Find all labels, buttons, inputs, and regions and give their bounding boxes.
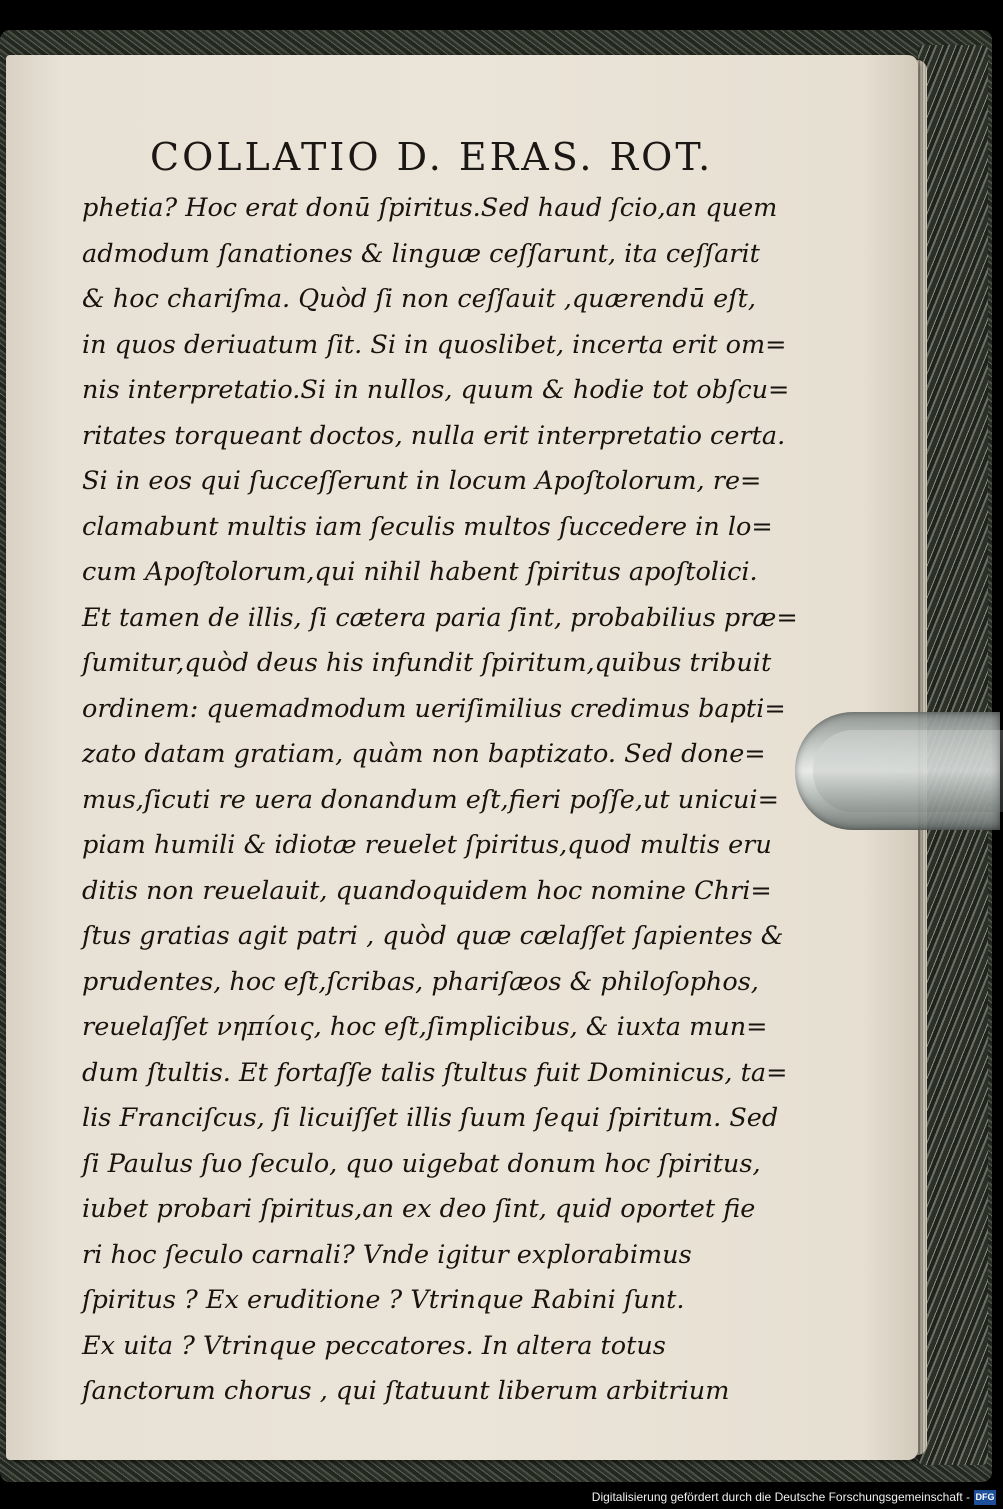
text-line: cum Apoſtolorum,qui nihil habent ſpiritus apoſtolici. xyxy=(82,557,758,587)
text-line: piam humili & idiotæ reuelet ſpiritus,quod multis eru xyxy=(82,830,772,860)
text-line: ordinem: quemadmodum ueriſimilius credimus bapti= xyxy=(82,693,786,724)
text-line: dum ſtultis. Et fortaſſe talis ſtultus fuit Dominicus, ta= xyxy=(82,1057,788,1088)
dfg-logo[interactable]: DFG xyxy=(974,1490,996,1505)
text-line: prudentes, hoc eſt,ſcribas, phariſæos & philoſophos, xyxy=(82,966,759,997)
text-line: Ex uita ? Vtrinque peccatores. In altera totus xyxy=(82,1330,666,1361)
clamp-highlight xyxy=(813,730,1003,812)
footer-bar xyxy=(0,1483,1000,1509)
text-line: Et tamen de illis, ſi cætera paria ſint, probabilius præ= xyxy=(82,602,798,633)
text-line: lis Franciſcus, ſi licuiſſet illis ſuum ſequi ſpiritum. Sed xyxy=(82,1103,779,1133)
text-line: nis interpretatio.Si in nullos, quum & hodie tot obſcu= xyxy=(82,375,790,405)
text-line: ſtus gratias agit patri , quòd quæ cælaſſet ſapientes & xyxy=(82,921,784,951)
text-line: Si in eos qui ſucceſſerunt in locum Apoſtolorum, re= xyxy=(82,466,762,496)
text-line: phetia? Hoc erat donū ſpiritus.Sed haud ſcio,an quem xyxy=(82,193,778,223)
text-line: admodum ſanationes & linguæ ceſſarunt, ita ceſſarit xyxy=(82,238,760,269)
funding-credit: Digitalisierung gefördert durch die Deutsche Forschungsgemeinschaft - xyxy=(591,1490,970,1504)
text-line: ditis non reuelauit, quandoquidem hoc nomine Chri= xyxy=(82,875,772,906)
text-line: & hoc chariſma. Quòd ſi non ceſſauit ,quærendū eſt, xyxy=(82,284,757,314)
text-line: ſumitur,quòd deus his infundit ſpiritum,quibus tribuit xyxy=(82,648,772,678)
running-title: COLLATIO D. ERAS. ROT. xyxy=(150,135,714,179)
text-line: zato datam gratiam, quàm non baptizato. Sed done= xyxy=(82,739,766,769)
page-clamp xyxy=(795,712,1000,830)
text-line: reuelaſſet νηπίοις, hoc eſt,ſimplicibus, & iuxta mun= xyxy=(82,1012,768,1042)
text-line: ſanctorum chorus , qui ſtatuunt liberum arbitrium xyxy=(82,1376,730,1406)
text-line: ſi Paulus ſuo ſeculo, quo uigebat donum hoc ſpiritus, xyxy=(82,1148,761,1179)
text-line: ri hoc ſeculo carnali? Vnde igitur explorabimus xyxy=(82,1239,692,1270)
text-line: iubet probari ſpiritus,an ex deo ſint, quid oportet fie xyxy=(82,1194,756,1224)
page-text-block xyxy=(82,186,798,1415)
text-line: in quos deriuatum ſit. Si in quoslibet, incerta erit om= xyxy=(82,329,787,360)
text-line: ritates torqueant doctos, nulla erit interpretatio certa. xyxy=(82,420,786,451)
text-line: clamabunt multis iam ſeculis multos ſuccedere in lo= xyxy=(82,511,773,542)
text-line: ſpiritus ? Ex eruditione ? Vtrinque Rabini ſunt. xyxy=(82,1285,685,1315)
text-line: mus,ſicuti re uera donandum eſt,fieri poſſe,ut unicui= xyxy=(82,784,779,815)
